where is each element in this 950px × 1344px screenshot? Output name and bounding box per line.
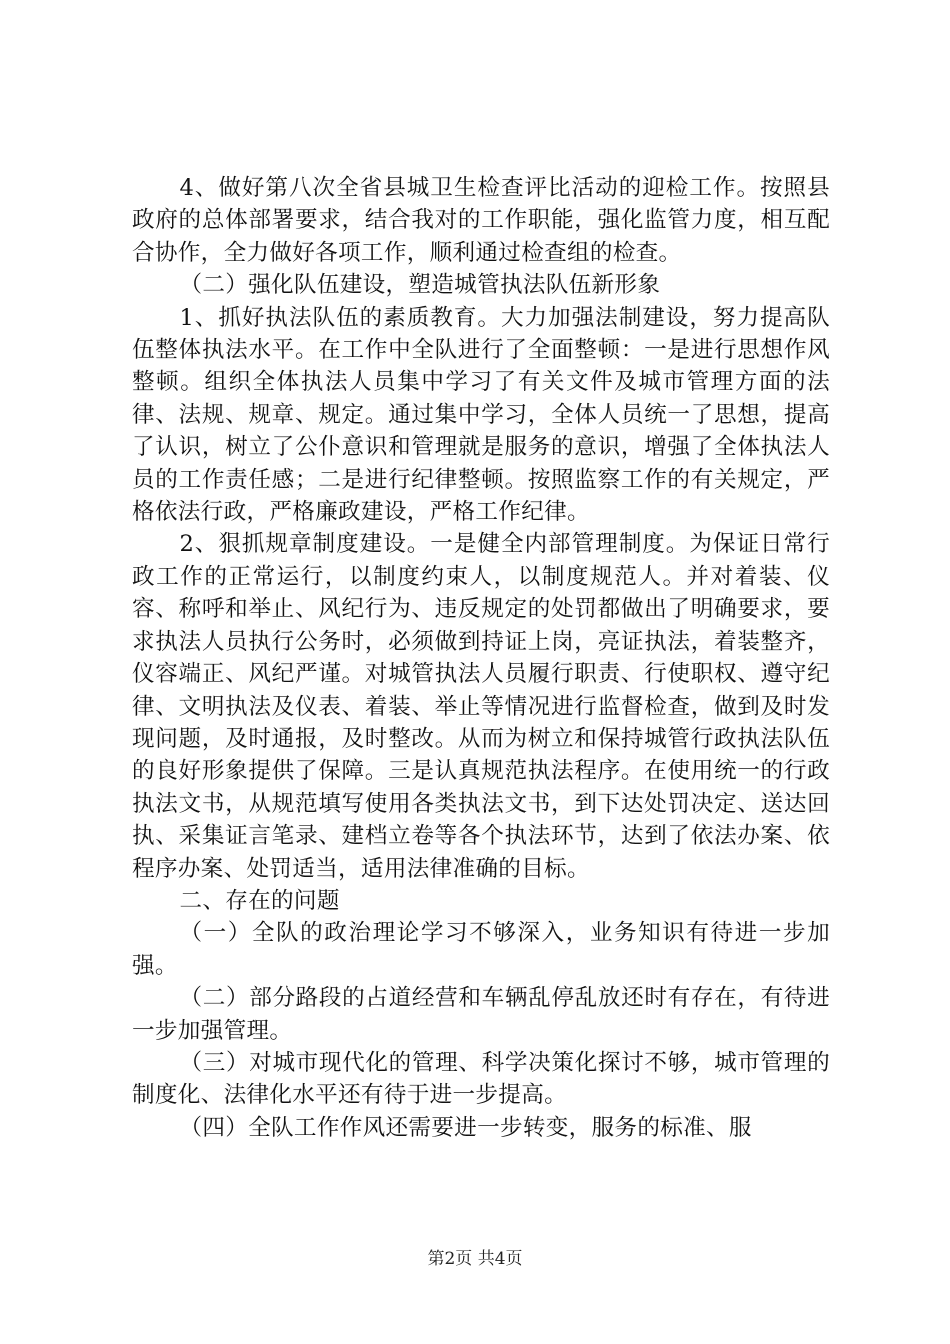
document-body: [132, 172, 830, 1144]
section-heading-team-building: （二）强化队伍建设，塑造城管执法队伍新形象: [179, 272, 661, 299]
paragraph-item-2-regulations: 2、狠抓规章制度建设。一是健全内部管理制度。为保证日常行政工作的正常运行，以制度约束人，以制度规范人。并对着装、仪容、称呼和举止、风纪行为、违反规定的处罚都做出了明确要求，要求执法人员执行公务时，必须做到持证上岗，亮证执法，着装整齐，仪容端正、风纪严谨。对城管执法人员履行职责、行使职权、遵守纪律、文明执法及仪表、着装、举止等情况进行监督检查，做到及时发现问题，及时通报，及时整改。从而为树立和保持城管行政执法队伍的良好形象提供了保障。三是认真规范执法程序。在使用统一的行政执法文书，从规范填写使用各类执法文书，到下达处罚决定、送达回执、采集证言笔录、建档立卷等各个执法环节，达到了依法办案、依程序办案、处罚适当，适用法律准确的目标。: [132, 531, 830, 882]
paragraph-problem-3: （三）对城市现代化的管理、科学决策化探讨不够，城市管理的制度化、法律化水平还有待于进一步提高。: [132, 1049, 830, 1109]
page-number: 第2页 共4页: [427, 1249, 523, 1269]
paragraph-problem-2: （二）部分路段的占道经营和车辆乱停乱放还时有存在，有待进一步加强管理。: [132, 985, 830, 1044]
page-footer: [0, 1248, 950, 1270]
paragraph-item-4-inspection: 4、做好第八次全省县城卫生检查评比活动的迎检工作。按照县政府的总体部署要求，结合我对的工作职能，强化监管力度，相互配合协作，全力做好各项工作，顺利通过检查组的检查。: [132, 175, 830, 266]
paragraph-problem-1: （一）全队的政治理论学习不够深入，业务知识有待进一步加强。: [132, 920, 830, 979]
section-heading-problems: 二、存在的问题: [179, 887, 340, 914]
paragraph-problem-4: （四）全队工作作风还需要进一步转变，服务的标准、服: [179, 1114, 752, 1141]
paragraph-item-1-education: 1、抓好执法队伍的素质教育。大力加强法制建设，努力提高队伍整体执法水平。在工作中全队进行了全面整顿：一是进行思想作风整顿。组织全体执法人员集中学习了有关文件及城市管理方面的法律、法规、规章、规定。通过集中学习，全体人员统一了思想，提高了认识，树立了公仆意识和管理就是服务的意识，增强了全体执法人员的工作责任感；二是进行纪律整顿。按照监察工作的有关规定，严格依法行政，严格廉政建设，严格工作纪律。: [132, 304, 830, 526]
